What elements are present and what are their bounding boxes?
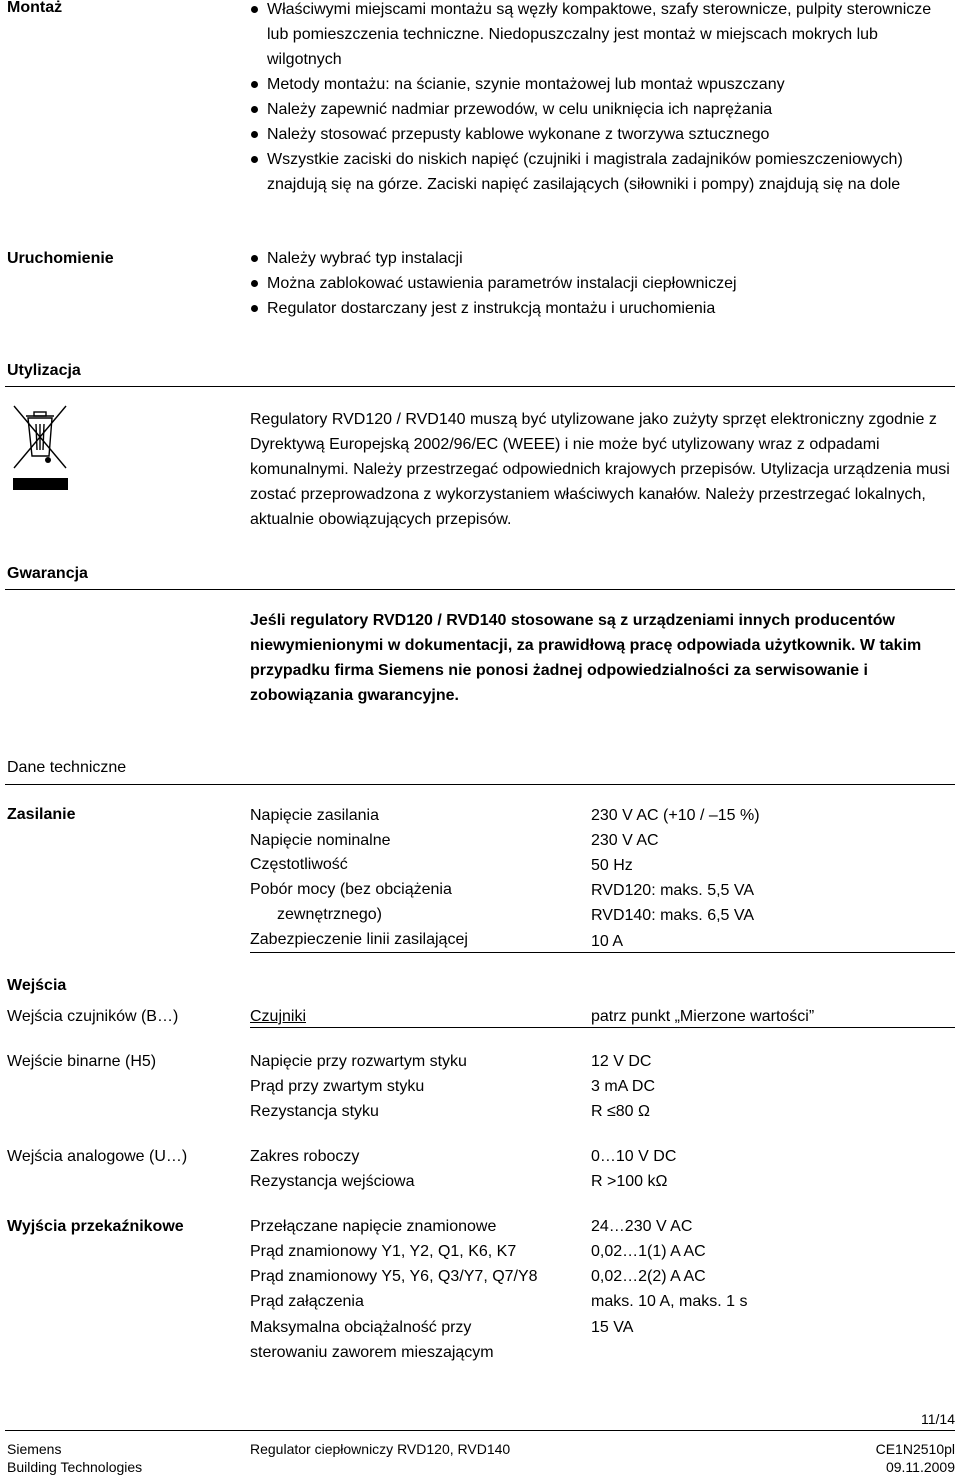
footer-date: 09.11.2009 <box>885 1459 955 1475</box>
spec-key: Maksymalna obciążalność przy <box>250 1319 472 1336</box>
footer-product: Regulator ciepłowniczy RVD120, RVD140 <box>250 1441 511 1457</box>
spec-key: sterowaniu zaworem mieszającym <box>250 1344 494 1361</box>
spec-value: 12 V DC <box>591 1053 652 1070</box>
spec-key: Prąd znamionowy Y5, Y6, Q3/Y7, Q7/Y8 <box>250 1268 538 1285</box>
section-label-gwarancja: Gwarancja <box>7 565 88 582</box>
spec-value: 230 V AC <box>591 832 659 849</box>
spec-value: 3 mA DC <box>591 1078 656 1095</box>
table-rule <box>250 1027 955 1028</box>
spec-key: Pobór mocy (bez obciążenia <box>250 881 452 898</box>
spec-value: 230 V AC (+10 / –15 %) <box>591 807 760 824</box>
list-item: Można zablokować ustawienia parametrów instalacji ciepłowniczej <box>250 271 955 296</box>
spec-key: Rezystancja wejściowa <box>250 1173 415 1190</box>
spec-key: Zakres roboczy <box>250 1148 360 1165</box>
spec-value: 0…10 V DC <box>591 1148 677 1165</box>
spec-key: Prąd załączenia <box>250 1293 364 1310</box>
spec-key: Czujniki <box>250 1008 307 1025</box>
list-item: Regulator dostarczany jest z instrukcją montażu i uruchomienia <box>250 296 955 321</box>
spec-key: Przełączane napięcie znamionowe <box>250 1218 497 1235</box>
spec-value: RVD120: maks. 5,5 VA <box>591 882 755 899</box>
spec-value: 0,02…2(2) A AC <box>591 1268 706 1285</box>
spec-key: zewnętrznego) <box>277 906 382 923</box>
spec-value: 10 A <box>591 933 624 950</box>
utylizacja-text: Regulatory RVD120 / RVD140 muszą być utylizowane jako zużyty sprzęt elektroniczny zgodnie z Dyrektywą Europejską 2002/96/EC (WEEE) i nie może być utylizowany wraz z odpadami komunalnymi. Należy przestrzegać odpowiednich krajowych przepisów. Utylizacja urządzenia musi zostać przeprowadzona z wykorzystaniem właściwych kanałów. Należy przestrzegać lokalnych, aktualnie obowiązujących przepisów. <box>250 411 950 528</box>
uruchomienie-bullet-list <box>250 246 955 321</box>
page-number: 11/14 <box>921 1411 955 1427</box>
footer-doc-number: CE1N2510pl <box>875 1441 955 1457</box>
wejscia-analogowe-label: Wejścia analogowe (U…) <box>7 1148 188 1165</box>
spec-value: RVD140: maks. 6,5 VA <box>591 907 755 924</box>
section-divider <box>5 386 955 387</box>
list-item: Wszystkie zaciski do niskich napięć (czujniki i magistrala zadajników pomieszczeniowych) znajdują się na górze. Zaciski napięć zasilających (siłowniki i pompy) znajdują się na dole <box>250 147 955 197</box>
footer-company: Siemens <box>7 1441 62 1457</box>
wejscia-label: Wejścia <box>7 977 67 994</box>
list-item: Należy stosować przepusty kablowe wykonane z tworzywa sztucznego <box>250 122 955 147</box>
spec-value: 50 Hz <box>591 857 633 874</box>
wejscie-binarne-label: Wejście binarne (H5) <box>7 1053 157 1070</box>
section-label-utylizacja: Utylizacja <box>7 362 81 379</box>
section-divider <box>5 589 955 590</box>
spec-key: Prąd przy zwartym styku <box>250 1078 425 1095</box>
list-item: Właściwymi miejscami montażu są węzły kompaktowe, szafy sterownicze, pulpity sterownicze lub pomieszczenia techniczne. Niedopuszczalny jest montaż w miejscach mokrych lub wilgotnych <box>250 0 955 72</box>
spec-key: Rezystancja styku <box>250 1103 379 1120</box>
spec-value: R ≤80 Ω <box>591 1103 650 1120</box>
montaz-bullet-list <box>250 0 955 197</box>
footer-divider <box>5 1430 955 1431</box>
spec-value: patrz punkt „Mierzone wartości” <box>591 1008 815 1025</box>
wyjscia-label: Wyjścia przekaźnikowe <box>7 1218 184 1235</box>
spec-key: Napięcie zasilania <box>250 807 379 824</box>
spec-key: Częstotliwość <box>250 856 348 873</box>
list-item: Należy zapewnić nadmiar przewodów, w celu uniknięcia ich naprężania <box>250 97 955 122</box>
wejscia-czujnikow-label: Wejścia czujników (B…) <box>7 1008 179 1025</box>
spec-key: Zabezpieczenie linii zasilającej <box>250 931 468 948</box>
spec-value: maks. 10 A, maks. 1 s <box>591 1293 748 1310</box>
table-rule <box>250 952 955 953</box>
zasilanie-label: Zasilanie <box>7 806 76 823</box>
list-item: Należy wybrać typ instalacji <box>250 246 955 271</box>
section-label-uruchomienie: Uruchomienie <box>7 250 114 267</box>
footer-division: Building Technologies <box>7 1459 143 1475</box>
spec-value: 15 VA <box>591 1319 634 1336</box>
gwarancja-text: Jeśli regulatory RVD120 / RVD140 stosowane są z urządzeniami innych producentów niewymienionymi w dokumentacji, za prawidłową pracę odpowiada użytkownik. W takim przypadku firma Siemens nie ponosi żadnej odpowiedzialności za serwisowanie i zobowiązania gwarancyjne. <box>250 612 922 704</box>
spec-key: Napięcie nominalne <box>250 832 391 849</box>
spec-value: 0,02…1(1) A AC <box>591 1243 706 1260</box>
section-label-montaz: Montaż <box>7 0 63 16</box>
spec-value: R >100 kΩ <box>591 1173 668 1190</box>
spec-key: Napięcie przy rozwartym styku <box>250 1053 467 1070</box>
weee-crossed-bin-icon <box>10 404 70 492</box>
section-divider <box>5 784 955 785</box>
spec-value: 24…230 V AC <box>591 1218 693 1235</box>
list-item: Metody montażu: na ścianie, szynie montażowej lub montaż wpuszczany <box>250 72 955 97</box>
spec-key: Prąd znamionowy Y1, Y2, Q1, K6, K7 <box>250 1243 517 1260</box>
page-title: Dane techniczne <box>7 759 127 776</box>
